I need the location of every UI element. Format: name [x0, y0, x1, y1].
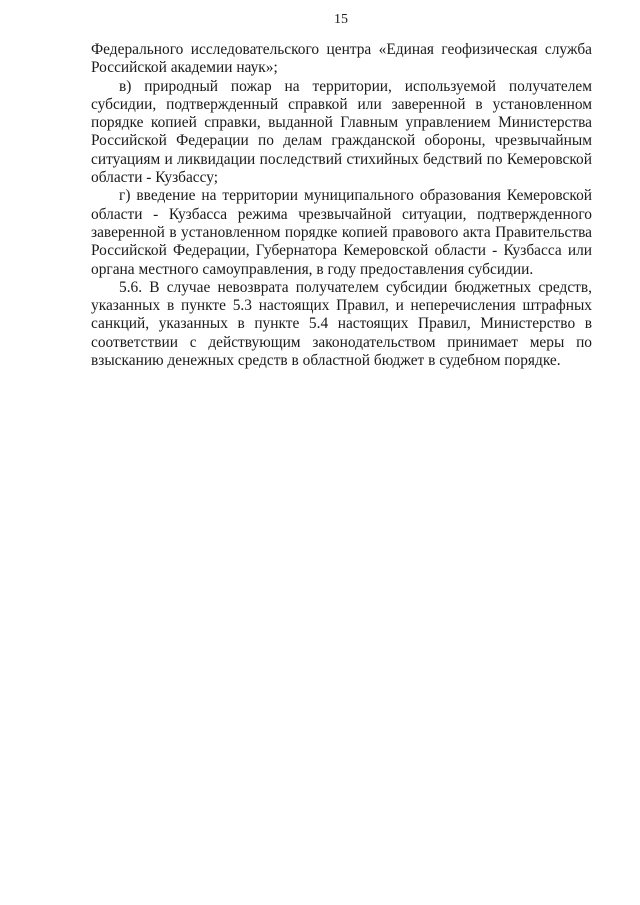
- text-line: указанных в пункте 5.3 настоящих Правил, и неперечисления штрафных: [91, 297, 592, 315]
- text-line: Российской Федерации по делам гражданской обороны, чрезвычайным: [91, 132, 592, 150]
- paragraph-item-g: [91, 187, 592, 278]
- text-line: органа местного самоуправления, в году предоставления субсидии.: [91, 260, 534, 278]
- text-line: санкций, указанных в пункте 5.4 настоящих Правил, Министерство в: [91, 315, 592, 333]
- paragraph-item-v: [91, 78, 592, 188]
- page-number: 15: [334, 12, 348, 27]
- text-line: ситуациям и ликвидации последствий стихийных бедствий по Кемеровской: [91, 150, 592, 168]
- text-line: в) природный пожар на территории, используемой получателем: [119, 77, 592, 95]
- text-line: соответствии с действующим законодательством принимает меры по: [91, 333, 592, 351]
- paragraph-continuation: [91, 41, 592, 78]
- text-line: Российской академии наук»;: [91, 59, 278, 77]
- text-line: Российской Федерации, Губернатора Кемеровской области - Кузбасса или: [91, 242, 592, 260]
- text-line: области - Кузбассу;: [91, 169, 219, 187]
- text-line: 5.6. В случае невозврата получателем субсидии бюджетных средств,: [119, 278, 592, 296]
- text-line: взысканию денежных средств в областной бюджет в судебном порядке.: [91, 352, 561, 370]
- text-line: порядке копией справки, выданной Главным управлением Министерства: [91, 114, 592, 132]
- text-line: заверенной в установленном порядке копией правового акта Правительства: [91, 223, 592, 241]
- text-line: субсидии, подтвержденный справкой или заверенной в установленном: [91, 95, 592, 113]
- text-line: г) введение на территории муниципального образования Кемеровской: [119, 187, 592, 205]
- text-line: области - Кузбасса режима чрезвычайной ситуации, подтвержденного: [91, 205, 592, 223]
- document-body: [91, 41, 592, 370]
- text-line: Федерального исследовательского центра «Единая геофизическая служба: [91, 41, 592, 58]
- paragraph-section-5-6: [91, 279, 592, 370]
